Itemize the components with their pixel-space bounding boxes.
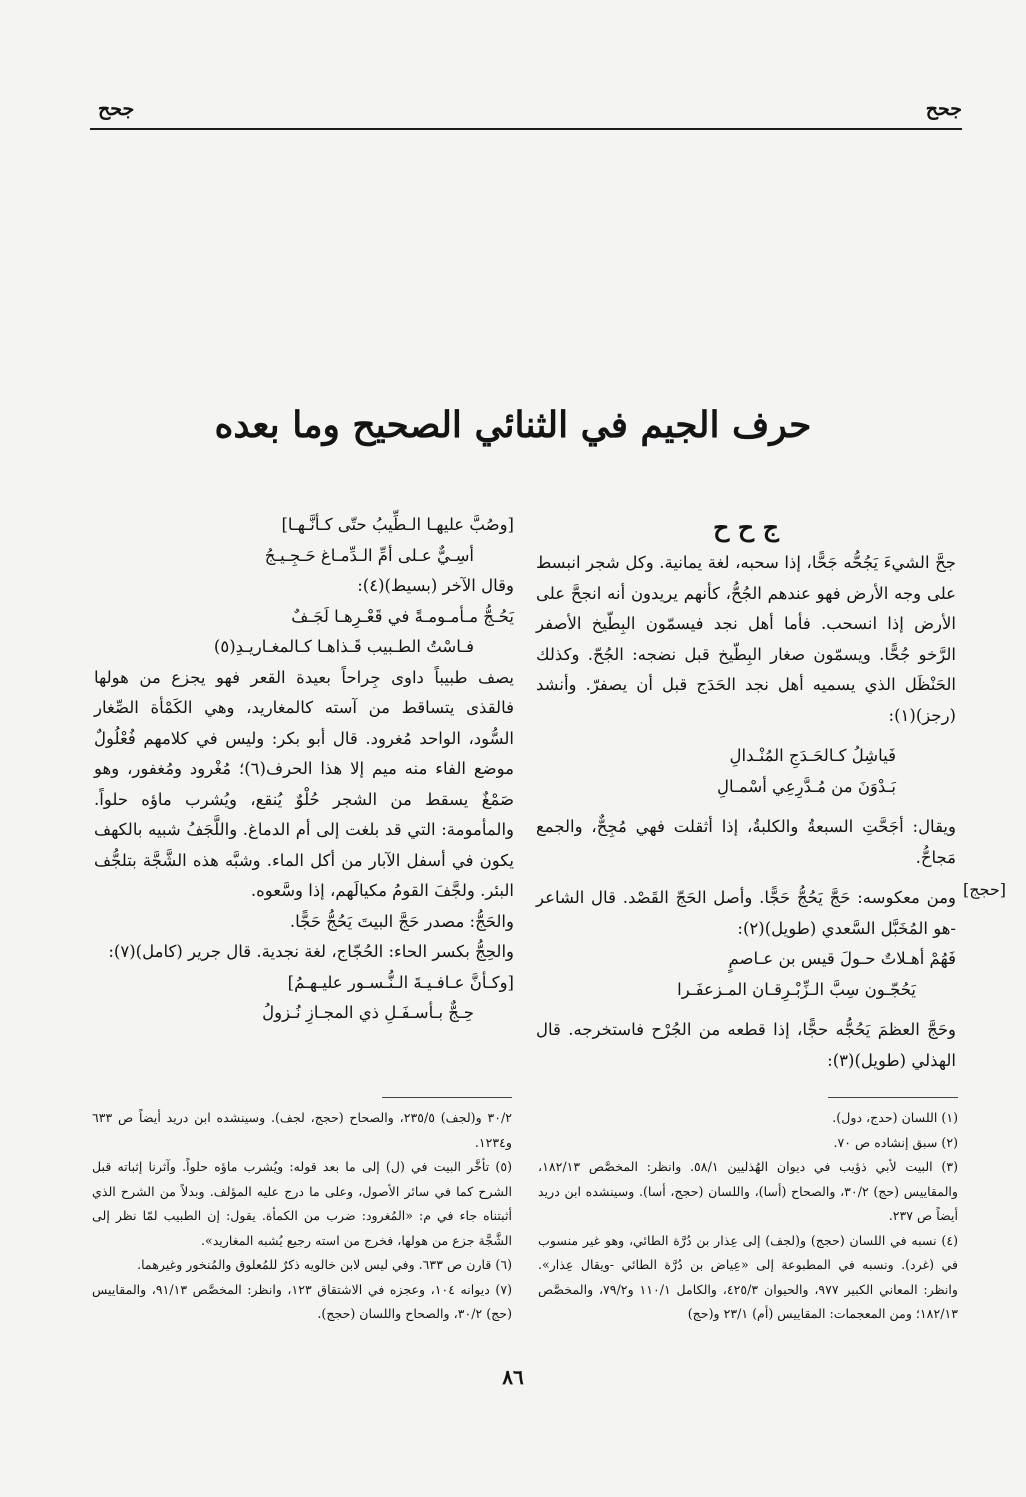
chapter-title: حرف الجيم في الثنائي الصحيح وما بعده [214, 404, 812, 446]
running-header-left: جحح [98, 98, 135, 120]
margin-root-label: [حجج] [962, 880, 1006, 899]
paragraph: جحَّ الشيءَ يَجُحُّه جَحًّا، إذا سحبه، لغة يمانية. وكل شجر انبسط على وجه الأرض فهو عندهم الجُحُّ، كأنهم يريدون أنه انجحَّ على الأرض إذا انسحب. فأما أهل نجد فيسمّون البِطّيخ الأصفر الرَّخو جُحًّا. ويسمّون صغار البِطّيخ قبل نضجه: الجُحّ. وكذلك الحَنْظَل الذي يسميه أهل نجد الحَدَج قبل أن يصفرّ. وأنشد (رجز)(١): [536, 553, 956, 725]
footnote: (١) اللسان (حدج، دول). [832, 1110, 958, 1125]
paragraph: والحِجُّ بكسر الحاء: الحُجّاج، لغة نجدية. قال جرير (كامل)(٧): [108, 942, 514, 961]
left-column [94, 510, 514, 1029]
verse-line: فَياشِلُ كـالحَـدَجِ المُنْـدالِ [729, 746, 896, 765]
footnotes-right [538, 1097, 958, 1327]
page-number: ٨٦ [502, 1365, 524, 1389]
verse-line: [وصُبَّ عليهـا الـطِّيبُ حتّى كـأنَّـهـا] [281, 515, 514, 534]
paragraph: والحَجُّ: مصدر حَجَّ البيتَ يَحُجُّ حَجًّا. [289, 911, 514, 931]
footnote: (٦) قارن ص ٦٣٣. وفي ليس لابن خالويه ذكرٌ للمُعلوق والمُنخور وغيرهما. [137, 1257, 512, 1272]
footnote-rule [828, 1097, 958, 1098]
footnote: ٣٠/٢ و(لجف) ٢٣٥/٥، والصحاح (حجج، لجف). وسينشده ابن دريد أيضاً ص ٦٣٣ و١٢٣٤. [92, 1110, 512, 1150]
footnote: (٤) نسبه في اللسان (حجج) و(لجف) إلى عِذار بن دُرَّة الطائي، وهو غير منسوب في (غرد). ونسبه في المطبوعة إلى «عِياض بن دُرَّة الطائي -ويقال عِذار». وانظر: المعاني الكبير ٩٧٧، والحيوان ٤٢٥/٣، والكامل ١١٠/١ و٧٩/٢، والمخصَّص ١٨٢/١٣؛ ومن المعجمات: المقاييس (أم) ٢٣/١ و(حج) [538, 1232, 958, 1321]
footnote-rule [382, 1097, 512, 1098]
paragraph: وقال الآخر (بسيط)(٤): [357, 576, 514, 595]
verse-line: [وكـأنَّ عـافـيـةَ الـنُّـسـور عليـهـمُ] [287, 972, 514, 992]
verse-line: يَحُـجُّ مـأمـومـةً في قَعْـرِهـا لَجَـفٌ [291, 606, 514, 626]
root-heading: ج ح ح [713, 513, 779, 542]
paragraph: ويقال: أجَحَّتِ السبعةُ والكلبةُ، إذا أثقلت فهي مُجِحٌّ، والجمع مَجاحُّ. [536, 817, 956, 867]
footnote: (٥) تأخَّر البيت في (ل) إلى ما بعد قوله: ويُشرب ماؤه حلواً. وآثرنا إثباته قبل الشرح كما في سائر الأصول، وعلى ما درج عليه المؤلف. وبدلاً من الشرح الذي أثبتناه جاء في م: «المُغرود: ضرب من الكمأة. يقول: إن الطبيب لمّا نظر إلى الشَّجَّة جزع من هولها، فخرج من استه رجيع يُشبه المغاريد». [92, 1159, 512, 1248]
verse-line: فـاسْتُ الطـبيب قَـذاهـا كـالمغـاريـدِ(٥) [213, 637, 474, 656]
footnote: (٣) البيت لأبي ذؤيب في ديوان الهُذليين ٥٨/١. وانظر: المخصَّص ١٨٢/١٣، والمقاييس (حج) ٣٠/٢، والصحاح (أسا)، واللسان (حجج، أسا). وسينشده ابن دريد أيضاً ص ٢٣٧. [538, 1159, 958, 1223]
verse-line: أسِـيٌّ عـلى أمِّ الـدِّمـاغ حَـجِـيـجُ [264, 545, 474, 565]
header-rule [90, 128, 962, 130]
paragraph: وحَجَّ العظمَ يَحُجُّه حجًّا، إذا قطعه من الجُرْح فاستخرجه. قال الهذلي (طويل)(٣): [536, 1020, 956, 1070]
footnote: (٢) سبق إنشاده ص ٧٠. [833, 1134, 958, 1150]
verse-line: فَهُمْ أهـلاتٌ حـولَ قيس بن عـاصمٍ [728, 949, 956, 968]
footnotes-left [92, 1097, 512, 1327]
right-column [536, 510, 956, 1076]
footnote: (٧) ديوانه ١٠٤، وعجزه في الاشتقاق ١٢٣، وانظر: المخصَّص ٩١/١٣، والمقاييس (حج) ٣٠/٢، والصحاح واللسان (حجج). [92, 1281, 513, 1321]
paragraph: ومن معكوسه: حَجَّ يَحُجُّ حَجًّا. وأصل الحَجّ القَصْد. قال الشاعر -هو المُخَبَّل السَّعدي (طويل)(٢): [536, 888, 956, 938]
verse-line: يَحُجّـون سِبَّ الـزِّبْـرِقـان المـزعفَـرا [677, 979, 916, 999]
paragraph: يصف طبيباً داوى جِراحاً بعيدة القعر فهو يجزع من هولها فالقذى يتساقط من آسته كالمغاريد، وهي الكَمْأة الصِّغار السُّود، الواحد مُغرود. قال أبو بكر: وليس في كلامهم فُعْلُولٌ موضع الفاء منه ميم إلا هذا الحرف(٦)؛ مُغْرود ومُغفور، وهو صَمْغٌ يسقط من الشجر حُلْوٌ يُنقع، ويُشرب ماؤه حلواً. والمأمومة: التي قد بلغت إلى أم الدماغ. واللَّجَفُ شبيه بالكهف يكون في أسفل الآبار من أكل الماء. وشبَّه هذه الشَّجَّة بتلجُّف البئر. ولجَّفَ القومُ مكيالَهم، إذا وسَّعوه. [94, 667, 514, 900]
verse-line: بَـدْوَنَ من مُـدَّرِعِي أسْمـالِ [716, 776, 896, 796]
running-header-right: جحح [925, 98, 962, 120]
verse-line: حِـجٌّ بـأسـفَـلِ ذي المجـازِ نُـزولُ [262, 1003, 474, 1022]
